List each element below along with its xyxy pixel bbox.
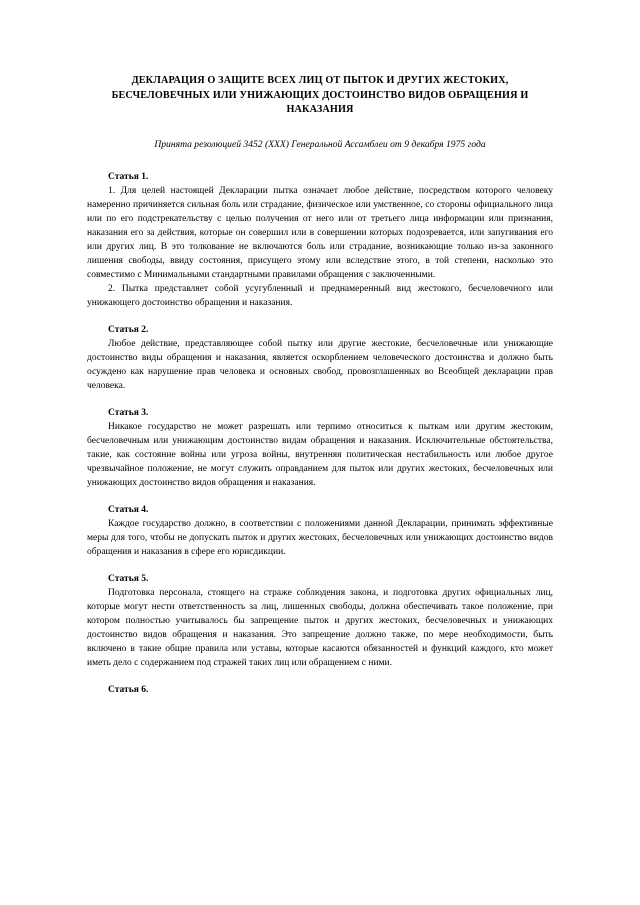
article-heading: Статья 3. [108, 407, 149, 418]
article-paragraph: Любое действие, представляющее собой пытку или другие жестокие, бесчеловечные или унижающие достоинство виды обращения и наказания, является оскорблением человеческого достоинства и должно быть осуждено как нарушение прав человека и основных свобод, провозглашенных во Всеобщей декларации прав человека. [87, 338, 553, 391]
document-body [87, 170, 553, 697]
article-heading: Статья 2. [108, 324, 149, 335]
article-paragraph: Подготовка персонала, стоящего на страже соблюдения закона, и подготовка других официальных лиц, которые могут нести ответственность за лиц, лишенных свободы, должна обеспечивать такое положение, при котором полностью учитывалось бы запрещение пыток и других жестоких, бесчеловечных и унижающих достоинство видов обращения и наказания. Это запрещение должно также, по мере необходимости, быть включено в такие общие правила или уставы, которые касаются обязанностей и функций каждого, кто может иметь дело с содержанием под стражей таких лиц или обращением с ними. [87, 587, 553, 668]
article-heading: Статья 4. [108, 504, 149, 515]
article-section [87, 683, 553, 697]
document-subtitle: Принята резолюцией 3452 (XXX) Генеральной Ассамблеи от 9 декабря 1975 года [154, 138, 486, 150]
article-section [87, 503, 553, 559]
article-section [87, 323, 553, 393]
article-heading: Статья 5. [108, 573, 149, 584]
article-heading: Статья 6. [108, 684, 149, 695]
article-paragraph: 2. Пытка представляет собой усугубленный и преднамеренный вид жестокого, бесчеловечного или унижающего достоинство обращения и наказания. [87, 283, 553, 308]
article-paragraph: 1. Для целей настоящей Декларации пытка означает любое действие, посредством которого человеку намеренно причиняется сильная боль или страдание, физическое или умственное, со стороны официального лица или по его подстрекательству с целью получения от него или от третьего лица информации или признания, наказания его за действия, которые он совершил или в совершении которых подозревается, или запугивания его или других лиц. В это толкование не включаются боль или страдание, возникающие только из-за законного лишения свободы, ввиду состояния, присущего этому или вследствие этого, в той степени, насколько это совместимо с Минимальными стандартными правилами обращения с заключенными. [87, 185, 553, 280]
article-section [87, 406, 553, 490]
article-heading: Статья 1. [108, 171, 149, 182]
article-section [87, 170, 553, 310]
page-title: ДЕКЛАРАЦИЯ О ЗАЩИТЕ ВСЕХ ЛИЦ ОТ ПЫТОК И ДРУГИХ ЖЕСТОКИХ, БЕСЧЕЛОВЕЧНЫХ ИЛИ УНИЖАЮЩИХ ДОСТОИНСТВО ВИДОВ ОБРАЩЕНИЯ И НАКАЗАНИЯ [111, 75, 529, 116]
article-paragraph: Каждое государство должно, в соответствии с положениями данной Декларации, принимать эффективные меры для того, чтобы не допускать пыток и других жестоких, бесчеловечных или унижающих достоинство видов обращения и наказания в сфере его юрисдикции. [87, 518, 553, 557]
article-paragraph: Никакое государство не может разрешать или терпимо относиться к пыткам или другим жестоким, бесчеловечным или унижающим достоинство видам обращения и наказания. Исключительные обстоятельства, такие, как состояние войны или угроза войны, внутренняя политическая нестабильность или любое другое чрезвычайное положение, не могут служить оправданием для пыток или других жестоких, бесчеловечных или унижающих достоинство видов обращения и наказания. [87, 421, 553, 488]
article-section [87, 572, 553, 670]
